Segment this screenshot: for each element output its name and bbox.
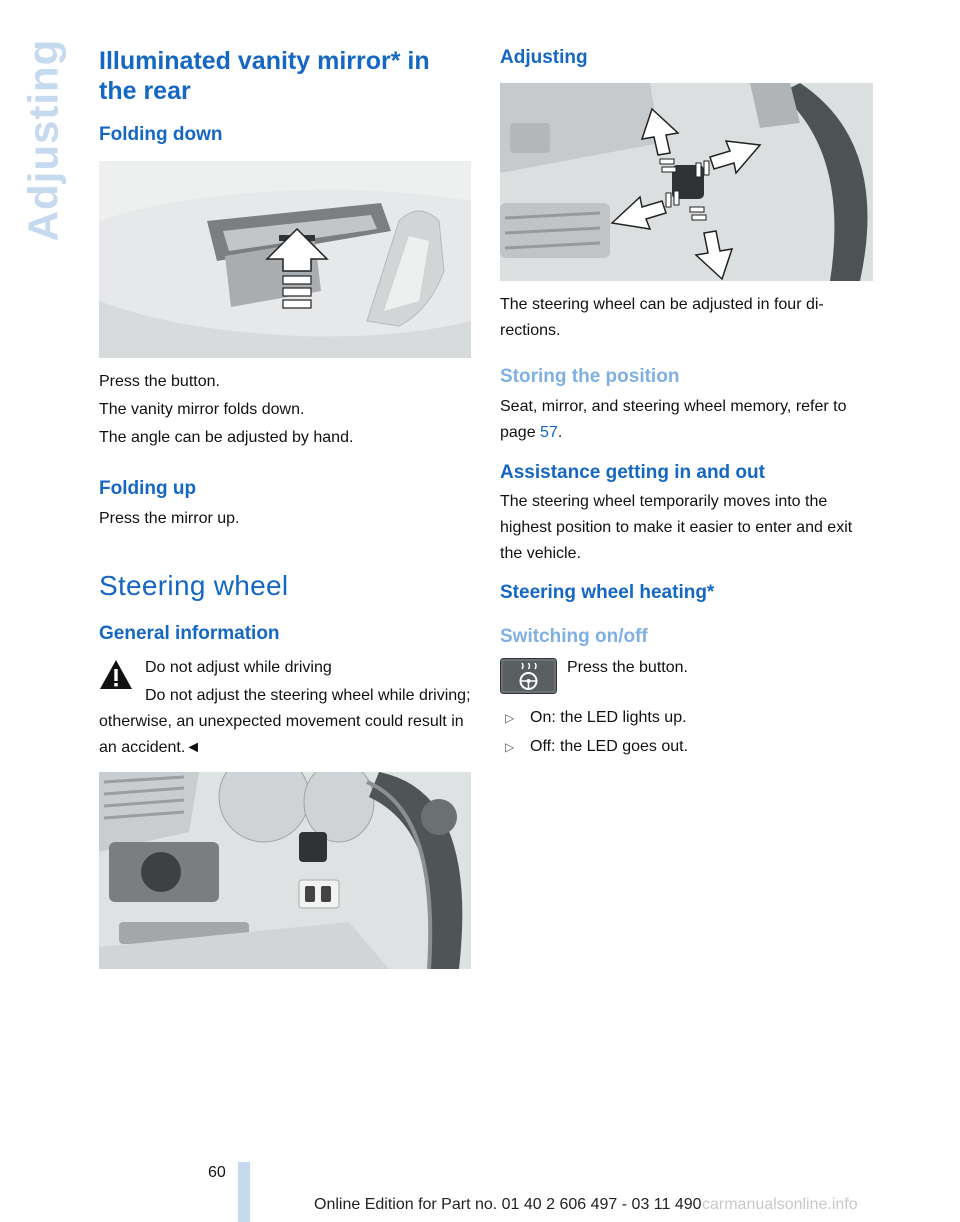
folding-down-line-3: The angle can be adjusted by hand. bbox=[99, 429, 354, 446]
triangle-bullet-icon: ▷ bbox=[505, 711, 515, 725]
assistance-text: The steering wheel temporarily moves into the highest position to make it easier to enter and exit the vehicle. bbox=[500, 493, 853, 562]
vanity-mirror-figure bbox=[99, 161, 471, 358]
bullet-text-off: Off: the LED goes out. bbox=[530, 738, 689, 755]
storing-position-text-end: . bbox=[557, 424, 563, 441]
steering-wheel-heating-heading: Steering wheel heating* bbox=[500, 582, 715, 603]
vanity-mirror-title: Illuminated vanity mirror* in the rear bbox=[99, 47, 430, 105]
storing-position-heading: Storing the position bbox=[500, 366, 680, 387]
edition-footer: Online Edition for Part no. 01 40 2 606 497 - 03 11 490 bbox=[314, 1196, 702, 1213]
folding-up-heading: Folding up bbox=[99, 478, 197, 499]
folding-up-text: Press the mirror up. bbox=[99, 510, 240, 527]
steering-column-figure bbox=[99, 772, 471, 969]
steering-adjust-figure bbox=[500, 83, 873, 281]
storing-position-text-body: Seat, mirror, and steering wheel memory, refer to page bbox=[500, 398, 847, 441]
side-section-tab-label: Adjusting bbox=[19, 38, 67, 242]
switching-text: Press the button. bbox=[567, 659, 688, 676]
switching-on-off-heading: Switching on/off bbox=[500, 626, 648, 647]
footer-bar bbox=[238, 1162, 250, 1222]
heating-status-list bbox=[500, 705, 873, 763]
warning-title: Do not adjust while driving bbox=[145, 659, 332, 676]
steering-wheel-heading: Steering wheel bbox=[99, 570, 289, 601]
adjusting-text: The steering wheel can be adjusted in four di-rections. bbox=[500, 296, 824, 339]
assistance-heading: Assistance getting in and out bbox=[500, 462, 765, 483]
page-number: 60 bbox=[208, 1164, 226, 1181]
page-57-link[interactable]: 57 bbox=[540, 424, 558, 441]
folding-down-heading: Folding down bbox=[99, 124, 223, 145]
steering-wheel-heating-icon bbox=[500, 658, 557, 694]
folding-down-line-1: Press the button. bbox=[99, 373, 220, 390]
watermark: carmanualsonline.info bbox=[702, 1196, 858, 1213]
side-section-tab bbox=[14, 40, 72, 240]
storing-position-text bbox=[500, 394, 873, 446]
general-information-heading: General information bbox=[99, 623, 280, 644]
adjusting-heading: Adjusting bbox=[500, 47, 588, 68]
warning-text: Do not adjust the steering wheel while driving; otherwise, an unexpected movement could result in an accident.◄ bbox=[99, 687, 471, 756]
triangle-bullet-icon: ▷ bbox=[505, 740, 515, 754]
list-item bbox=[500, 705, 873, 731]
folding-down-line-2: The vanity mirror folds down. bbox=[99, 401, 305, 418]
list-item bbox=[500, 734, 873, 760]
bullet-text-on: On: the LED lights up. bbox=[530, 709, 687, 726]
